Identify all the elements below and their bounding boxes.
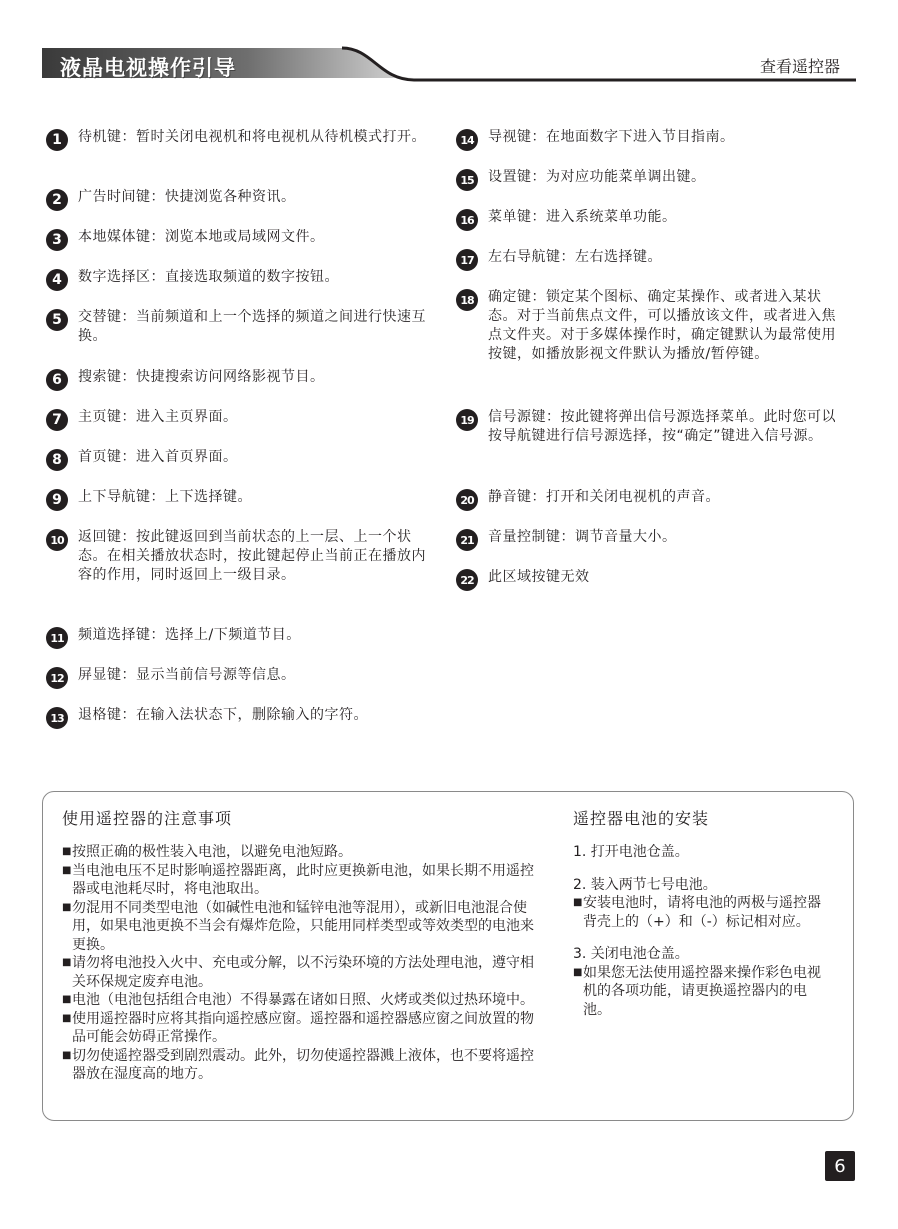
key-description: 主页键：进入主页界面。 [78,409,238,425]
key-description: 交替键：当前频道和上一个选择的频道之间进行快速互换。 [78,309,426,344]
key-item-1 [46,128,426,151]
bullet-icon: ■ [62,1012,72,1024]
number-badge: 21 [456,529,478,551]
key-item-17 [456,248,662,271]
note-text: 当电池电压不足时影响遥控器距离，此时应更换新电池，如果长期不用遥控器或电池耗尽时，将电池取出。 [72,862,534,897]
note-text: 切勿使遥控器受到剧烈震动。此外，切勿使遥控器溅上液体，也不要将遥控器放在湿度高的地方。 [72,1047,534,1082]
key-description: 此区域按键无效 [488,569,590,585]
key-description: 上下导航键：上下选择键。 [78,489,252,505]
key-item-15 [456,168,706,191]
notes-title: 使用遥控器的注意事项 [62,809,233,828]
bullet-icon: ■ [573,897,583,908]
key-item-20 [456,488,720,511]
number-badge: 13 [46,707,68,729]
key-item-12 [46,666,296,689]
note-item [62,899,542,955]
number-badge: 22 [456,569,478,591]
number-badge: 12 [46,667,68,689]
note-item [62,1047,542,1084]
battery-install [573,806,833,1019]
key-item-7 [46,408,238,431]
bullet-icon: ■ [62,864,72,876]
number-badge: 5 [46,309,68,331]
number-badge: 8 [46,449,68,471]
key-item-21 [456,528,677,551]
note-text: 请勿将电池投入火中、充电或分解，以不污染环境的方法处理电池，遵守相关环保规定废弃电池。 [72,955,534,990]
bullet-icon: ■ [62,994,72,1005]
key-item-8 [46,448,238,471]
bullet-icon: ■ [573,966,583,978]
number-badge: 17 [456,249,478,271]
note-item [62,954,542,991]
key-item-16 [456,208,677,231]
key-description: 频道选择键：选择上/下频道节目。 [78,627,301,643]
key-item-13 [46,706,368,729]
key-description: 设置键：为对应功能菜单调出键。 [488,169,706,185]
battery-step-3: 3. 关闭电池仓盖。 [573,946,689,962]
key-item-18 [456,288,846,364]
note-text: 按照正确的极性装入电池，以避免电池短路。 [72,844,352,860]
battery-step-3-note [573,964,833,1020]
battery-step-2: 2. 装入两节七号电池。 [573,876,717,893]
key-description: 菜单键：进入系统菜单功能。 [488,209,677,225]
key-description: 屏显键：显示当前信号源等信息。 [78,667,296,683]
key-description: 左右导航键：左右选择键。 [488,249,662,265]
key-description: 导视键：在地面数字下进入节目指南。 [488,129,735,145]
key-item-4 [46,268,339,291]
bullet-icon: ■ [62,901,72,913]
key-description: 本地媒体键：浏览本地或局域网文件。 [78,229,325,245]
note-item [62,1010,542,1047]
key-item-14 [456,128,735,151]
page-number: 6 [825,1151,855,1181]
number-badge: 6 [46,369,68,391]
bullet-icon: ■ [62,846,72,857]
key-item-19 [456,408,846,446]
number-badge: 3 [46,229,68,251]
key-description: 退格键：在输入法状态下，删除输入的字符。 [78,707,368,723]
battery-title: 遥控器电池的安装 [573,809,710,828]
key-item-9 [46,488,252,511]
battery-step-1: 1. 打开电池仓盖。 [573,844,689,860]
remote-usage-notes [62,806,542,1084]
key-item-10 [46,528,438,585]
battery-step-2-note [573,894,833,931]
note-text: 安装电池时，请将电池的两极与遥控器背壳上的（+）和（-）标记相对应。 [583,895,821,930]
key-item-22 [456,568,590,591]
number-badge: 20 [456,489,478,511]
key-description: 广告时间键：快捷浏览各种资讯。 [78,189,296,205]
notes-box [42,791,854,1121]
key-description: 确定键：锁定某个图标、确定某操作、或者进入某状态。对于当前焦点文件，可以播放该文件，或者进入焦点文件夹。对于多媒体操作时，确定键默认为最常使用按键，如播放影视文件默认为播放/暂停键。 [488,289,836,362]
number-badge: 7 [46,409,68,431]
number-badge: 18 [456,289,478,311]
number-badge: 11 [46,627,68,649]
note-item [62,862,542,899]
key-item-6 [46,368,325,391]
key-description: 静音键：打开和关闭电视机的声音。 [488,489,720,505]
key-item-2 [46,188,296,211]
key-description: 首页键：进入首页界面。 [78,449,238,465]
number-badge: 2 [46,189,68,211]
key-description: 返回键：按此键返回到当前状态的上一层、上一个状态。在相关播放状态时，按此键起停止当前正在播放内容的作用，同时返回上一级目录。 [78,529,426,583]
number-badge: 16 [456,209,478,231]
note-item [62,843,542,862]
number-badge: 4 [46,269,68,291]
number-badge: 14 [456,129,478,151]
key-description: 信号源键：按此键将弹出信号源选择菜单。此时您可以按导航键进行信号源选择，按“确定”键进入信号源。 [488,409,836,444]
key-description: 音量控制键：调节音量大小。 [488,529,677,545]
note-text: 使用遥控器时应将其指向遥控感应窗。遥控器和遥控器感应窗之间放置的物品可能会妨碍正常操作。 [72,1010,534,1045]
page-header [42,44,856,84]
key-description: 搜索键：快捷搜索访问网络影视节目。 [78,369,325,385]
key-item-3 [46,228,325,251]
key-description: 待机键：暂时关闭电视机和将电视机从待机模式打开。 [78,129,426,145]
note-text: 勿混用不同类型电池（如碱性电池和锰锌电池等混用），或新旧电池混合使用，如果电池更换不当会有爆炸危险，只能用同样类型或等效类型的电池来更换。 [72,899,534,953]
number-badge: 9 [46,489,68,511]
key-item-11 [46,626,301,649]
key-description: 数字选择区：直接选取频道的数字按钮。 [78,269,339,285]
section-title: 查看遥控器 [759,57,840,76]
number-badge: 1 [46,129,68,151]
bullet-icon: ■ [62,957,72,968]
number-badge: 10 [46,529,68,551]
number-badge: 15 [456,169,478,191]
number-badge: 19 [456,409,478,431]
note-item [62,991,542,1010]
note-text: 电池（电池包括组合电池）不得暴露在诸如日照、火烤或类似过热环境中。 [72,992,534,1008]
bullet-icon: ■ [62,1049,72,1061]
document-title: 液晶电视操作引导 [60,56,236,80]
note-text: 如果您无法使用遥控器来操作彩色电视机的各项功能，请更换遥控器内的电池。 [583,964,821,1018]
key-item-5 [46,308,438,346]
